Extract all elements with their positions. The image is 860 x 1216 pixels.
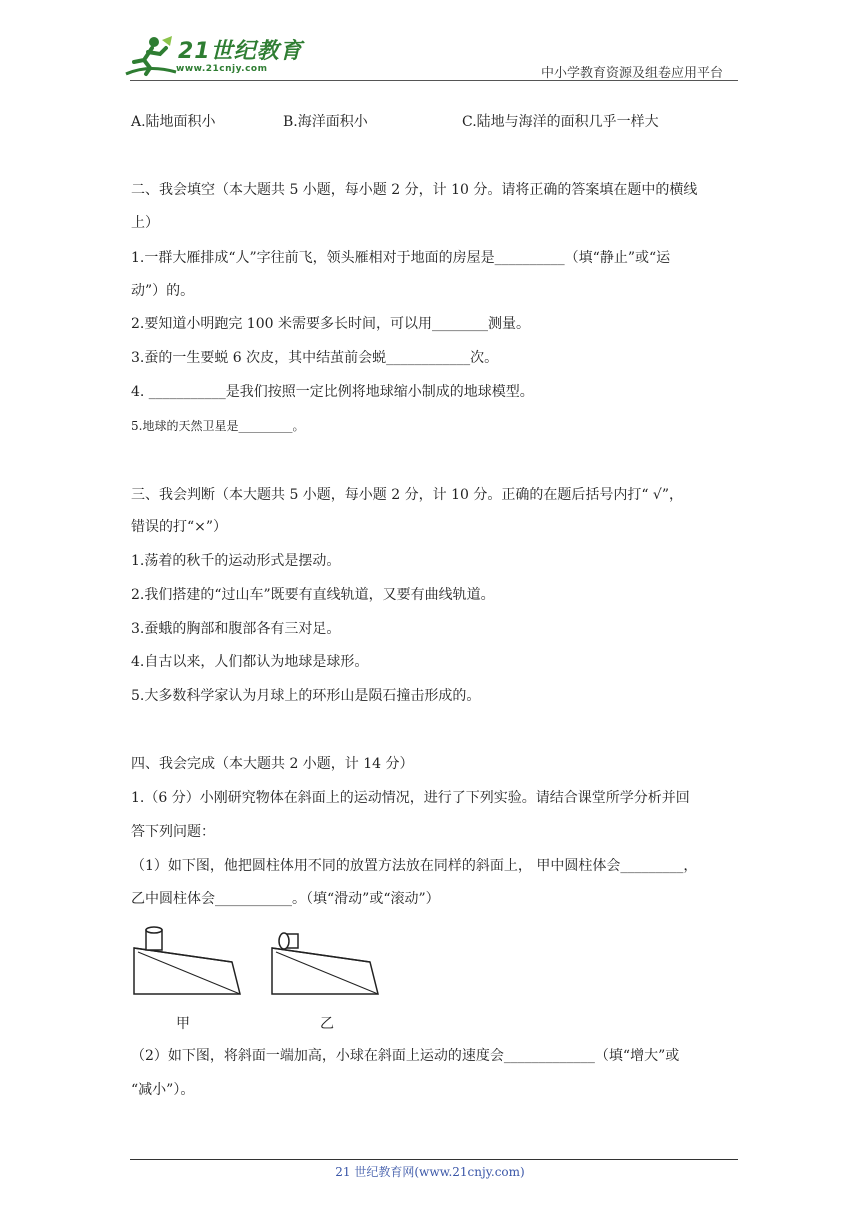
fill-q5: 5.地球的天然卫星是_________。 — [131, 419, 305, 433]
complete-sub2: （2）如下图，将斜面一端加高，小球在斜面上运动的速度会_____________（填“增大”或 — [131, 1048, 680, 1064]
judge-q1: 1.荡着的秋千的运动形式是摆动。 — [131, 553, 341, 569]
fill-q4: 4. ___________是我们按照一定比例将地球缩小制成的地球模型。 — [131, 384, 534, 400]
incline-figure — [128, 922, 388, 1002]
option-a: A.陆地面积小 — [131, 114, 216, 130]
judge-q5: 5.大多数科学家认为月球上的环形山是陨石撞击形成的。 — [131, 688, 481, 704]
fill-q2: 2.要知道小明跑完 100 米需要多长时间，可以用________测量。 — [131, 316, 530, 332]
judge-q2: 2.我们搭建的“过山车”既要有直线轨道，又要有曲线轨道。 — [131, 587, 495, 603]
logo-url: www.21cnjy.com — [176, 64, 268, 74]
judge-q4: 4.自古以来，人们都认为地球是球形。 — [131, 654, 369, 670]
figure-label-b: 乙 — [320, 1016, 334, 1032]
option-c: C.陆地与海洋的面积几乎一样大 — [462, 114, 659, 130]
complete-sub2-cont: “减小”）。 — [131, 1082, 195, 1098]
fill-q3: 3.蚕的一生要蜕 6 次皮，其中结茧前会蜕____________次。 — [131, 350, 499, 366]
section2-title-cont: 上） — [131, 215, 159, 231]
cylinder-lying — [279, 933, 298, 949]
header-divider — [130, 80, 738, 81]
logo-runner-icon — [118, 34, 180, 78]
section3-title-cont: 错误的打“×”） — [131, 519, 228, 535]
incline-b — [272, 948, 378, 994]
platform-title: 中小学教育资源及组卷应用平台 — [541, 66, 724, 81]
figure-label-a: 甲 — [176, 1016, 190, 1032]
judge-q3: 3.蚕蛾的胸部和腹部各有三对足。 — [131, 621, 341, 637]
section3-title: 三、我会判断（本大题共 5 小题，每小题 2 分，计 10 分。正确的在题后括号内打“ √”， — [131, 487, 684, 503]
complete-sub1: （1）如下图，他把圆柱体用不同的放置方法放在同样的斜面上， 甲中圆柱体会_________， — [131, 858, 698, 874]
footer-text: 21 世纪教育网(www.21cnjy.com) — [335, 1165, 525, 1179]
complete-sub1-cont: 乙中圆柱体会___________。（填“滑动”或“滚动”） — [131, 891, 440, 907]
cylinder-standing — [146, 927, 162, 950]
fill-q1-cont: 动”）的。 — [131, 283, 195, 299]
option-b: B.海洋面积小 — [283, 114, 368, 130]
logo-brand: 21世纪教育 — [178, 39, 303, 64]
footer-divider — [130, 1159, 738, 1160]
section2-title: 二、我会填空（本大题共 5 小题，每小题 2 分，计 10 分。请将正确的答案填在题中的横线 — [131, 182, 698, 198]
fill-q1: 1.一群大雁排成“人”字往前飞，领头雁相对于地面的房屋是__________（填“静止”或“运 — [131, 250, 671, 266]
complete-q1: 1.（6 分）小刚研究物体在斜面上的运动情况，进行了下列实验。请结合课堂所学分析并回 — [131, 790, 690, 806]
complete-q1-cont: 答下列问题： — [131, 824, 215, 840]
incline-a — [134, 948, 240, 994]
section4-title: 四、我会完成（本大题共 2 小题，计 14 分） — [131, 756, 414, 772]
